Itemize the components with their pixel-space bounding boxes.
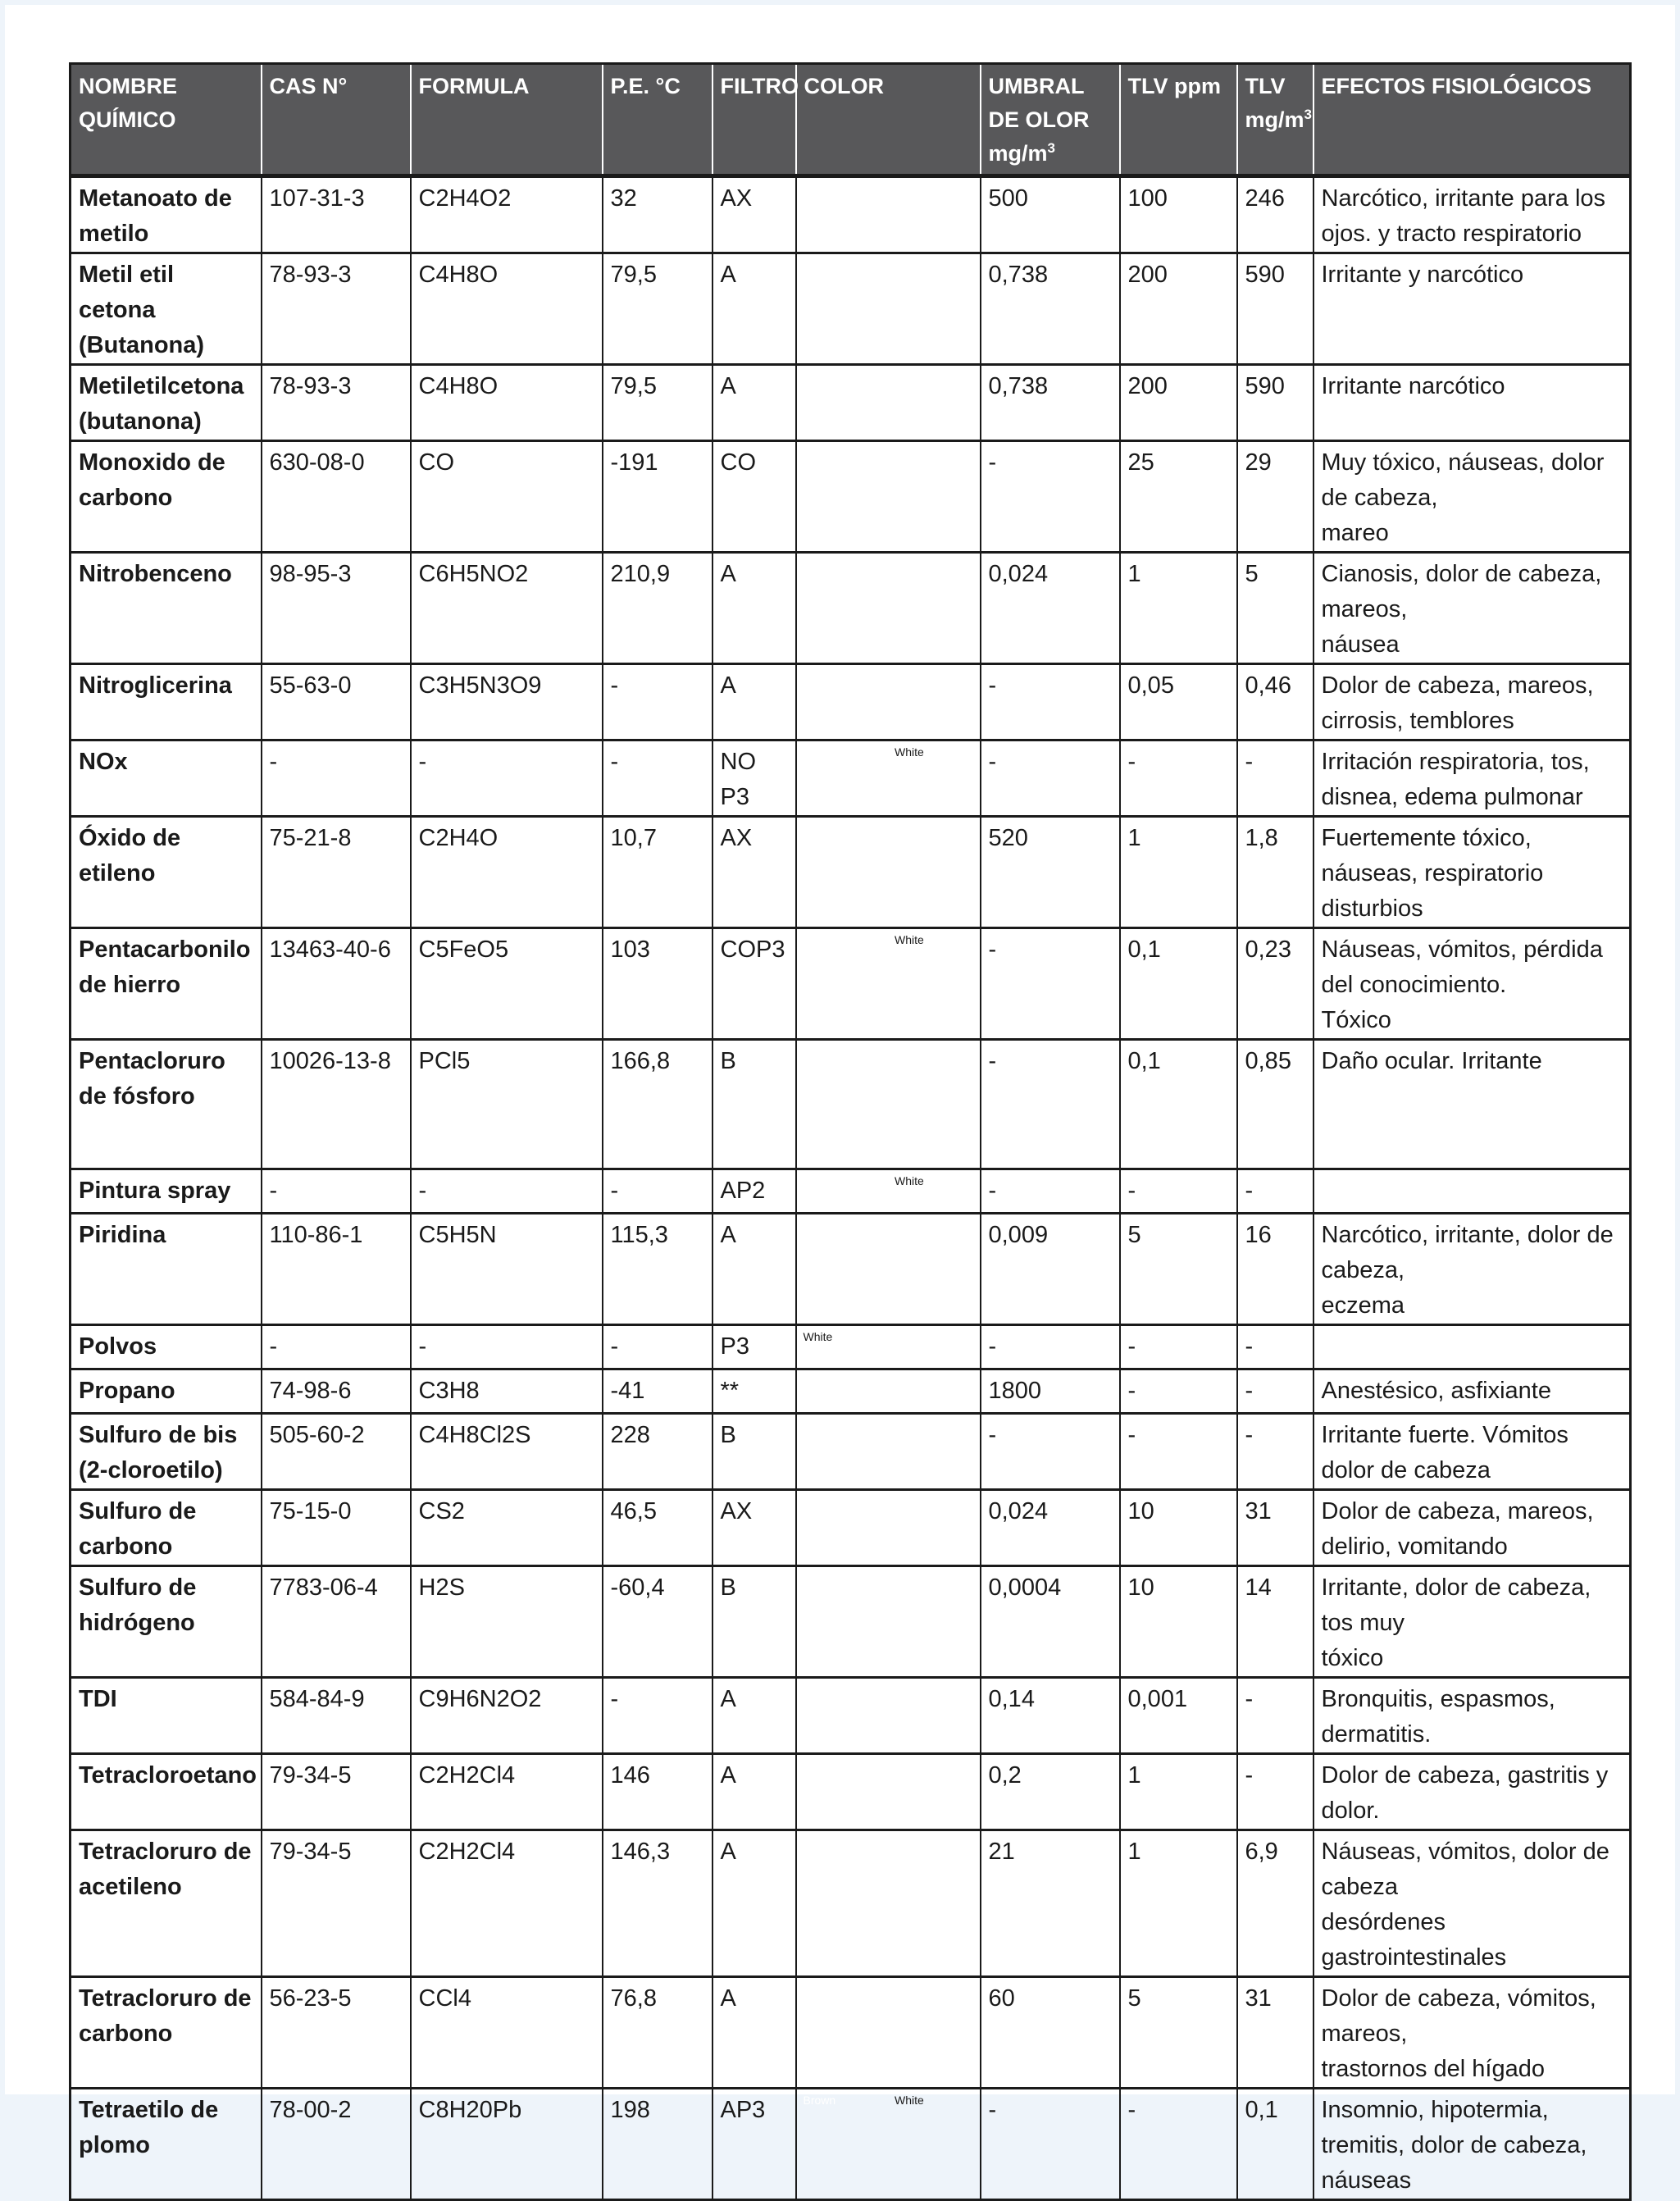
swatch-label: Blue	[803, 745, 826, 759]
cell-color	[796, 1830, 981, 1977]
cell-cas: -	[262, 1169, 411, 1214]
cell-tlv-mg: 5	[1237, 553, 1313, 664]
cell-umbral: 0,2	[981, 1754, 1120, 1830]
cell-tlv-mg: -	[1237, 1169, 1313, 1214]
cell-umbral: -	[981, 2089, 1120, 2200]
cell-umbral: -	[981, 741, 1120, 817]
cell-formula: C5FeO5	[411, 928, 603, 1040]
cell-efectos: Irritante y narcótico	[1313, 253, 1631, 365]
cell-color	[796, 928, 981, 1040]
swatch-label: Grey	[803, 1571, 828, 1584]
table-body	[71, 176, 1631, 2200]
table-row	[71, 1566, 1631, 1678]
cell-umbral: 0,009	[981, 1214, 1120, 1325]
swatch-label: Black	[803, 933, 831, 946]
cell-tlv-mg: 29	[1237, 441, 1313, 553]
cell-cas: 110-86-1	[262, 1214, 411, 1325]
cell-efectos: Irritante fuerte. Vómitos dolor de cabeza	[1313, 1414, 1631, 1490]
cell-umbral: 60	[981, 1977, 1120, 2089]
cell-tlv-ppm: 1	[1120, 1830, 1237, 1977]
cell-nombre: Metanoato de metilo	[71, 176, 262, 253]
swatch-label: Brown	[803, 1495, 836, 1508]
table-row	[71, 1214, 1631, 1325]
cell-efectos: Fuertemente tóxico, náuseas, respiratorio disturbios	[1313, 817, 1631, 928]
table-row	[71, 1977, 1631, 2089]
cell-pe: 10,7	[603, 817, 713, 928]
cell-formula: C6H5NO2	[411, 553, 603, 664]
cell-umbral: -	[981, 441, 1120, 553]
cell-nombre: NOx	[71, 741, 262, 817]
header-filtro: FILTRO	[713, 64, 796, 176]
cell-tlv-ppm: 25	[1120, 441, 1237, 553]
cell-nombre: Metiletilcetona (butanona)	[71, 365, 262, 441]
cell-efectos: Náuseas, vómitos, pérdida del conocimiento. Tóxico	[1313, 928, 1631, 1040]
cell-cas: 78-93-3	[262, 253, 411, 365]
cell-filtro: P3	[713, 1325, 796, 1369]
header-formula: FORMULA	[411, 64, 603, 176]
cell-tlv-ppm: 10	[1120, 1566, 1237, 1678]
cell-color	[796, 365, 981, 441]
cell-cas: -	[262, 741, 411, 817]
header-umbral-text: UMBRAL DE OLOR mg/m	[988, 74, 1090, 166]
chemical-table	[69, 62, 1632, 2201]
cell-tlv-mg: 16	[1237, 1214, 1313, 1325]
cell-efectos: Insomnio, hipotermia, tremitis, dolor de cabeza, náuseas	[1313, 2089, 1631, 2200]
cell-umbral: 0,14	[981, 1678, 1120, 1754]
cell-cas: 75-21-8	[262, 817, 411, 928]
cell-cas: 13463-40-6	[262, 928, 411, 1040]
cell-efectos: Narcótico, irritante, dolor de cabeza, eczema	[1313, 1214, 1631, 1325]
cell-efectos: Náuseas, vómitos, dolor de cabeza desórdenes gastrointestinales	[1313, 1830, 1631, 1977]
cell-pe: 146,3	[603, 1830, 713, 1977]
cell-efectos: Dolor de cabeza, mareos, delirio, vomitando	[1313, 1490, 1631, 1566]
cell-color	[796, 2089, 981, 2200]
cell-color	[796, 553, 981, 664]
cell-cas: 79-34-5	[262, 1754, 411, 1830]
header-cas: CAS N°	[262, 64, 411, 176]
cell-nombre: Tetracloroetano	[71, 1754, 262, 1830]
cell-efectos: Cianosis, dolor de cabeza, mareos, náusea	[1313, 553, 1631, 664]
cell-pe: 146	[603, 1754, 713, 1830]
cell-umbral: 0,738	[981, 253, 1120, 365]
cell-tlv-mg: 590	[1237, 365, 1313, 441]
cell-tlv-mg: 31	[1237, 1977, 1313, 2089]
cell-nombre: Tetracloruro de carbono	[71, 1977, 262, 2089]
cell-efectos: Anestésico, asfixiante	[1313, 1369, 1631, 1414]
cell-pe: 32	[603, 176, 713, 253]
cell-tlv-ppm: 100	[1120, 176, 1237, 253]
header-efectos: EFECTOS FISIOLÓGICOS	[1313, 64, 1631, 176]
swatch-label: Brown	[803, 2094, 836, 2107]
cell-umbral: 1800	[981, 1369, 1120, 1414]
header-tlv-mg	[1237, 64, 1313, 176]
cell-filtro: A	[713, 1830, 796, 1977]
cell-umbral: 0,738	[981, 365, 1120, 441]
cell-tlv-mg: -	[1237, 1678, 1313, 1754]
table-row	[71, 176, 1631, 253]
cell-pe: -	[603, 1678, 713, 1754]
cell-umbral: 500	[981, 176, 1120, 253]
cell-cas: -	[262, 1325, 411, 1369]
cell-color	[796, 1169, 981, 1214]
cell-nombre: Tetracloruro de acetileno	[71, 1830, 262, 1977]
cell-nombre: Sulfuro de hidrógeno	[71, 1566, 262, 1678]
cell-tlv-mg: 246	[1237, 176, 1313, 253]
cell-color	[796, 741, 981, 817]
cell-pe: -41	[603, 1369, 713, 1414]
cell-color	[796, 1566, 981, 1678]
cell-pe: 115,3	[603, 1214, 713, 1325]
cell-efectos	[1313, 1169, 1631, 1214]
cell-tlv-mg: -	[1237, 1754, 1313, 1830]
cell-formula: -	[411, 741, 603, 817]
swatch-label: Grey	[803, 1419, 828, 1432]
cell-umbral: -	[981, 928, 1120, 1040]
cell-tlv-ppm: 5	[1120, 1214, 1237, 1325]
header-umbral	[981, 64, 1120, 176]
cell-filtro: A	[713, 1977, 796, 2089]
cell-filtro: B	[713, 1040, 796, 1169]
table-row	[71, 1414, 1631, 1490]
header-color: COLOR	[796, 64, 981, 176]
swatch-label: Brown	[803, 258, 836, 271]
cell-cas: 98-95-3	[262, 553, 411, 664]
cell-color	[796, 664, 981, 741]
cell-pe: 76,8	[603, 1977, 713, 2089]
cell-nombre: Nitroglicerina	[71, 664, 262, 741]
table-row	[71, 1754, 1631, 1830]
table-row	[71, 1325, 1631, 1369]
cell-nombre: Pentacarbonilo de hierro	[71, 928, 262, 1040]
cell-pe: 166,8	[603, 1040, 713, 1169]
cell-cas: 584-84-9	[262, 1678, 411, 1754]
table-row	[71, 1830, 1631, 1977]
cell-efectos	[1313, 1325, 1631, 1369]
cell-cas: 630-08-0	[262, 441, 411, 553]
swatch-label: Brown	[803, 1174, 836, 1187]
cell-umbral: 21	[981, 1830, 1120, 1977]
table-row	[71, 441, 1631, 553]
cell-tlv-mg: 0,23	[1237, 928, 1313, 1040]
table-row	[71, 553, 1631, 664]
cell-nombre: Tetraetilo de plomo	[71, 2089, 262, 2200]
cell-filtro: A	[713, 553, 796, 664]
cell-color	[796, 1369, 981, 1414]
cell-tlv-ppm: -	[1120, 1369, 1237, 1414]
cell-formula: C2H2Cl4	[411, 1830, 603, 1977]
cell-cas: 74-98-6	[262, 1369, 411, 1414]
cell-formula: -	[411, 1325, 603, 1369]
cell-cas: 79-34-5	[262, 1830, 411, 1977]
cell-tlv-mg: -	[1237, 741, 1313, 817]
header-pe: P.E. °C	[603, 64, 713, 176]
swatch-label: White	[803, 1330, 833, 1343]
cell-cas: 78-00-2	[262, 2089, 411, 2200]
cell-formula: C4H8O	[411, 253, 603, 365]
cell-umbral: 0,024	[981, 1490, 1120, 1566]
cell-tlv-ppm: 0,1	[1120, 1040, 1237, 1169]
header-tlv-mg-text: TLV mg/m	[1245, 74, 1304, 132]
cell-cas: 10026-13-8	[262, 1040, 411, 1169]
cell-cas: 505-60-2	[262, 1414, 411, 1490]
cell-umbral: -	[981, 1169, 1120, 1214]
cell-umbral: 0,0004	[981, 1566, 1120, 1678]
cell-tlv-mg: 6,9	[1237, 1830, 1313, 1977]
table-row	[71, 253, 1631, 365]
cell-formula: C9H6N2O2	[411, 1678, 603, 1754]
cell-tlv-ppm: -	[1120, 2089, 1237, 2200]
cell-color	[796, 1490, 981, 1566]
cell-tlv-ppm: 200	[1120, 253, 1237, 365]
cell-efectos: Narcótico, irritante para los ojos. y tracto respiratorio	[1313, 176, 1631, 253]
cell-nombre: Nitrobenceno	[71, 553, 262, 664]
cell-umbral: -	[981, 664, 1120, 741]
cell-cas: 7783-06-4	[262, 1566, 411, 1678]
cell-nombre: TDI	[71, 1678, 262, 1754]
cell-cas: 55-63-0	[262, 664, 411, 741]
cell-tlv-ppm: 5	[1120, 1977, 1237, 2089]
swatch-label: White	[895, 1174, 924, 1187]
cell-umbral: -	[981, 1325, 1120, 1369]
table-row	[71, 664, 1631, 741]
cell-nombre: Metil etil cetona (Butanona)	[71, 253, 262, 365]
cell-filtro: A	[713, 664, 796, 741]
cell-color	[796, 1754, 981, 1830]
swatch-label: White	[895, 745, 924, 759]
cell-tlv-ppm: -	[1120, 741, 1237, 817]
cell-filtro: AP2	[713, 1169, 796, 1214]
cell-tlv-ppm: 1	[1120, 553, 1237, 664]
cell-nombre: Sulfuro de bis (2-cloroetilo)	[71, 1414, 262, 1490]
cell-nombre: Piridina	[71, 1214, 262, 1325]
cell-formula: CS2	[411, 1490, 603, 1566]
cell-tlv-mg: 0,85	[1237, 1040, 1313, 1169]
cell-formula: CCl4	[411, 1977, 603, 2089]
cell-filtro: CO	[713, 441, 796, 553]
cell-pe: 198	[603, 2089, 713, 2200]
cell-formula: C3H8	[411, 1369, 603, 1414]
swatch-label: Brown	[803, 182, 836, 195]
cell-pe: -	[603, 741, 713, 817]
cell-tlv-mg: 1,8	[1237, 817, 1313, 928]
cell-tlv-mg: 0,46	[1237, 664, 1313, 741]
cell-formula: CO	[411, 441, 603, 553]
swatch-label: Brown	[803, 1835, 836, 1848]
cell-tlv-ppm: 10	[1120, 1490, 1237, 1566]
cell-filtro: A	[713, 1214, 796, 1325]
cell-efectos: Muy tóxico, náuseas, dolor de cabeza, mareo	[1313, 441, 1631, 553]
cell-tlv-ppm: 200	[1120, 365, 1237, 441]
cell-formula: C8H20Pb	[411, 2089, 603, 2200]
swatch-label: Grey	[803, 1045, 828, 1058]
header-row	[71, 64, 1631, 176]
cell-color	[796, 1678, 981, 1754]
table-row	[71, 2089, 1631, 2200]
swatch-label: Brown	[803, 669, 836, 682]
cell-formula: C4H8O	[411, 365, 603, 441]
table-row	[71, 1490, 1631, 1566]
cell-tlv-mg: -	[1237, 1325, 1313, 1369]
cell-tlv-ppm: -	[1120, 1169, 1237, 1214]
header-tlv-mg-sup: 3	[1304, 107, 1312, 122]
swatch-label: Black	[803, 446, 831, 459]
cell-formula: C5H5N	[411, 1214, 603, 1325]
cell-filtro: A	[713, 1678, 796, 1754]
cell-tlv-mg: -	[1237, 1414, 1313, 1490]
cell-filtro: COP3	[713, 928, 796, 1040]
cell-tlv-ppm: 1	[1120, 1754, 1237, 1830]
cell-color	[796, 1040, 981, 1169]
cell-color	[796, 1977, 981, 2089]
cell-pe: 79,5	[603, 253, 713, 365]
header-nombre: NOMBRE QUÍMICO	[71, 64, 262, 176]
cell-tlv-mg: 14	[1237, 1566, 1313, 1678]
swatch-label: White	[895, 2094, 924, 2107]
cell-cas: 75-15-0	[262, 1490, 411, 1566]
cell-color	[796, 1214, 981, 1325]
cell-umbral: 0,024	[981, 553, 1120, 664]
cell-formula: -	[411, 1169, 603, 1214]
cell-umbral: -	[981, 1040, 1120, 1169]
cell-formula: C3H5N3O9	[411, 664, 603, 741]
table-row	[71, 928, 1631, 1040]
document-page	[5, 5, 1675, 2194]
cell-formula: PCl5	[411, 1040, 603, 1169]
swatch-label: Brown	[803, 1683, 836, 1696]
cell-pe: 103	[603, 928, 713, 1040]
cell-filtro: AX	[713, 176, 796, 253]
cell-tlv-ppm: -	[1120, 1414, 1237, 1490]
cell-nombre: Polvos	[71, 1325, 262, 1369]
cell-nombre: Pintura spray	[71, 1169, 262, 1214]
cell-tlv-ppm: 0,05	[1120, 664, 1237, 741]
cell-tlv-mg: -	[1237, 1369, 1313, 1414]
swatch-label: Brown	[803, 558, 836, 571]
cell-formula: C4H8Cl2S	[411, 1414, 603, 1490]
cell-formula: H2S	[411, 1566, 603, 1678]
cell-color	[796, 1414, 981, 1490]
cell-tlv-mg: 31	[1237, 1490, 1313, 1566]
cell-tlv-ppm: 1	[1120, 817, 1237, 928]
cell-tlv-mg: 590	[1237, 253, 1313, 365]
cell-color	[796, 817, 981, 928]
cell-tlv-mg: 0,1	[1237, 2089, 1313, 2200]
cell-pe: 46,5	[603, 1490, 713, 1566]
table-row	[71, 1369, 1631, 1414]
cell-nombre: Pentacloruro de fósforo	[71, 1040, 262, 1169]
table-row	[71, 1678, 1631, 1754]
cell-tlv-ppm: -	[1120, 1325, 1237, 1369]
cell-filtro: B	[713, 1566, 796, 1678]
cell-pe: -191	[603, 441, 713, 553]
cell-nombre: Sulfuro de carbono	[71, 1490, 262, 1566]
cell-nombre: Propano	[71, 1369, 262, 1414]
cell-formula: C2H2Cl4	[411, 1754, 603, 1830]
cell-efectos: Dolor de cabeza, mareos, cirrosis, temblores	[1313, 664, 1631, 741]
table-row	[71, 1169, 1631, 1214]
cell-color	[796, 176, 981, 253]
cell-pe: -	[603, 1169, 713, 1214]
cell-umbral: 520	[981, 817, 1120, 928]
cell-color	[796, 441, 981, 553]
cell-filtro: NO P3	[713, 741, 796, 817]
header-tlv-ppm: TLV ppm	[1120, 64, 1237, 176]
cell-tlv-ppm: 0,001	[1120, 1678, 1237, 1754]
swatch-label: White	[895, 933, 924, 946]
cell-color	[796, 253, 981, 365]
cell-pe: -	[603, 1325, 713, 1369]
cell-efectos: Irritante narcótico	[1313, 365, 1631, 441]
cell-cas: 56-23-5	[262, 1977, 411, 2089]
cell-umbral: -	[981, 1414, 1120, 1490]
cell-nombre: Óxido de etileno	[71, 817, 262, 928]
cell-pe: 79,5	[603, 365, 713, 441]
cell-filtro: A	[713, 1754, 796, 1830]
cell-formula: C2H4O2	[411, 176, 603, 253]
cell-filtro: A	[713, 365, 796, 441]
header-umbral-sup: 3	[1047, 140, 1055, 156]
cell-pe: -	[603, 664, 713, 741]
cell-pe: -60,4	[603, 1566, 713, 1678]
swatch-label: Brown	[803, 822, 836, 835]
cell-color	[796, 1325, 981, 1369]
swatch-label: Brown	[803, 1759, 836, 1772]
cell-pe: 228	[603, 1414, 713, 1490]
cell-cas: 78-93-3	[262, 365, 411, 441]
cell-pe: 210,9	[603, 553, 713, 664]
cell-efectos: Daño ocular. Irritante	[1313, 1040, 1631, 1169]
swatch-label: Brown	[803, 1982, 836, 1995]
cell-filtro: AP3	[713, 2089, 796, 2200]
cell-tlv-ppm: 0,1	[1120, 928, 1237, 1040]
cell-filtro: B	[713, 1414, 796, 1490]
cell-efectos: Dolor de cabeza, gastritis y dolor.	[1313, 1754, 1631, 1830]
cell-filtro: AX	[713, 817, 796, 928]
cell-efectos: Irritante, dolor de cabeza, tos muy tóxico	[1313, 1566, 1631, 1678]
cell-efectos: Bronquitis, espasmos, dermatitis.	[1313, 1678, 1631, 1754]
cell-cas: 107-31-3	[262, 176, 411, 253]
cell-efectos: Dolor de cabeza, vómitos, mareos, trastornos del hígado	[1313, 1977, 1631, 2089]
table-row	[71, 817, 1631, 928]
swatch-label: Brown	[803, 1219, 836, 1232]
table-row	[71, 1040, 1631, 1169]
swatch-label: Brown	[803, 370, 836, 383]
cell-filtro: **	[713, 1369, 796, 1414]
cell-filtro: A	[713, 253, 796, 365]
cell-nombre: Monoxido de carbono	[71, 441, 262, 553]
table-row	[71, 365, 1631, 441]
cell-filtro: AX	[713, 1490, 796, 1566]
table-row	[71, 741, 1631, 817]
cell-formula: C2H4O	[411, 817, 603, 928]
cell-efectos: Irritación respiratoria, tos, disnea, edema pulmonar	[1313, 741, 1631, 817]
